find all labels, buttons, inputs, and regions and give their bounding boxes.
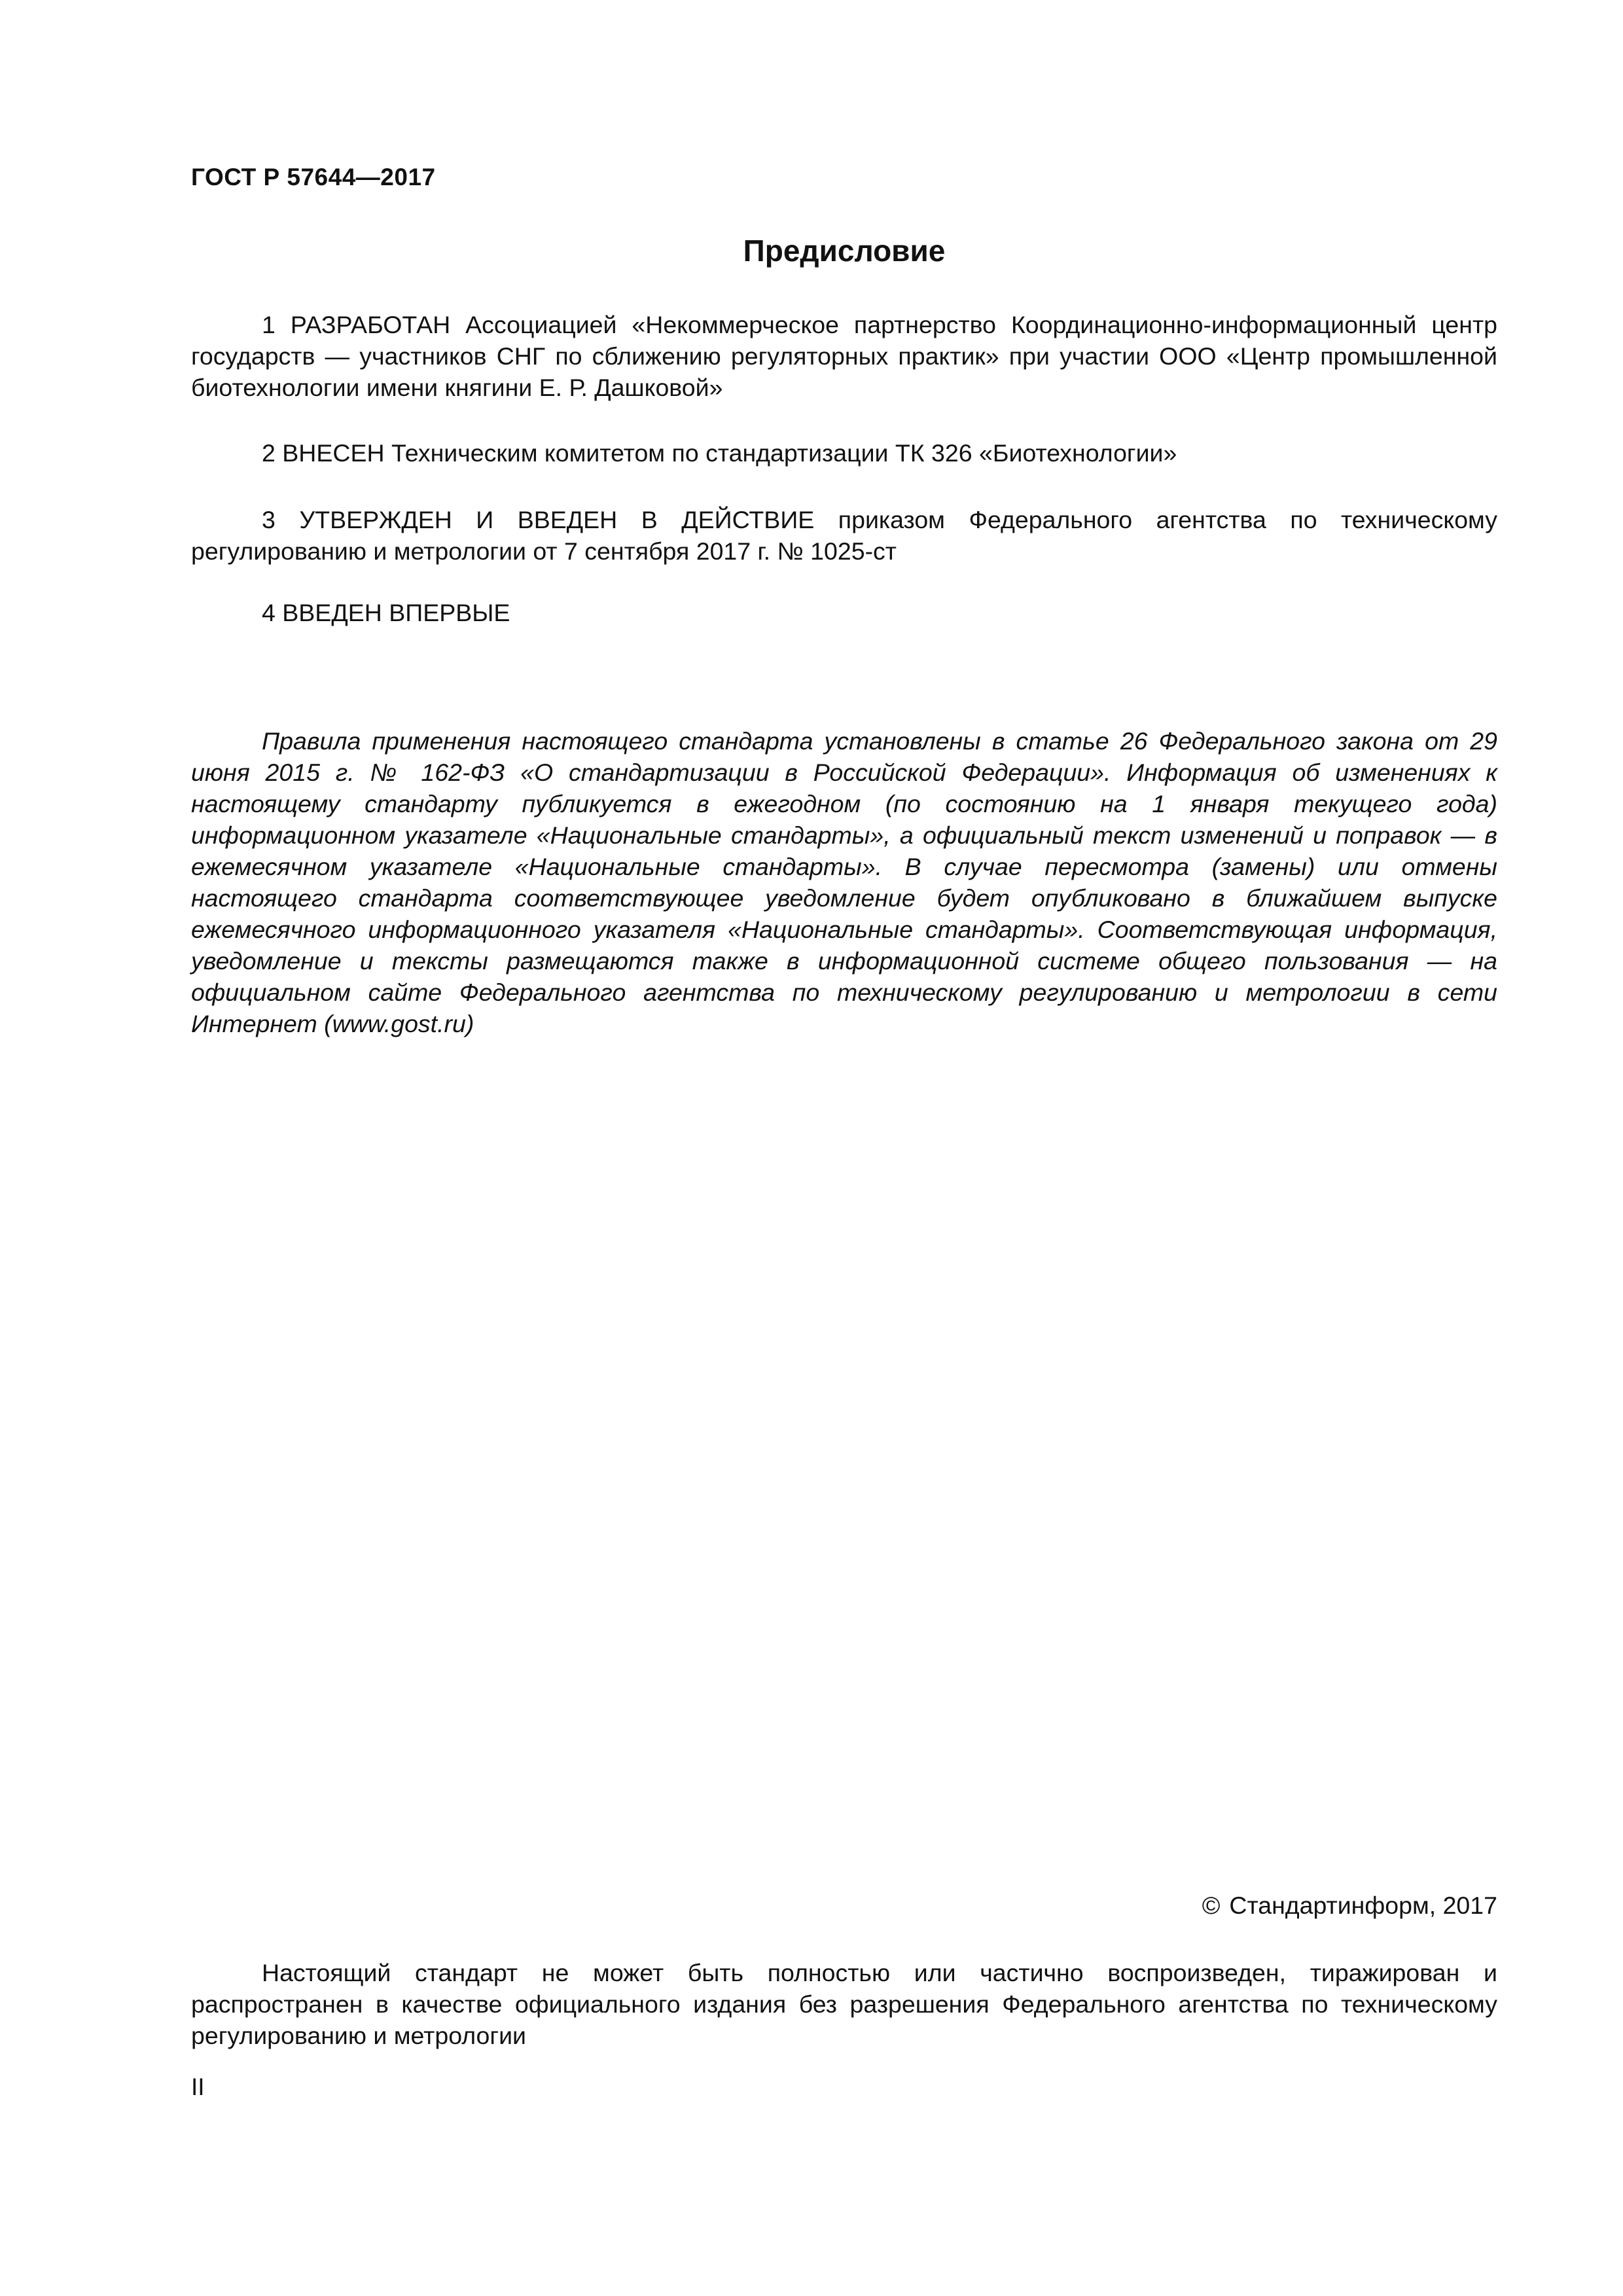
item-number: 1	[262, 311, 276, 338]
item-number: 4	[262, 599, 276, 626]
page-number: II	[191, 2073, 205, 2100]
item-text: приказом Федерального агентства по техническому регулированию и метрологии от 7 сентября 2017 г. № 1025-ст	[191, 506, 1497, 565]
foreword-item-2	[191, 437, 1497, 469]
item-keyword: ВВЕДЕН ВПЕРВЫЕ	[282, 599, 510, 626]
item-text: Техническим комитетом по стандартизации ТК 326 «Биотехнологии»	[391, 439, 1177, 467]
item-keyword: ВНЕСЕН	[282, 439, 385, 467]
copyright-line	[1202, 1892, 1497, 1920]
item-keyword: УТВЕРЖДЕН И ВВЕДЕН В ДЕЙСТВИЕ	[299, 506, 815, 533]
standard-code-header: ГОСТ Р 57644—2017	[191, 164, 436, 190]
foreword-item-4	[191, 597, 1497, 628]
application-rules-notice: Правила применения настоящего стандарта установлены в статье 26 Федерального закона от 29 июня 2015 г. № 162-ФЗ «О стандартизации в Российской Федерации». Информация об изменениях к настоящему стандарту публикуется в ежегодном (по состоянию на 1 января текущего года) информационном указателе «Национальные стандарты», а официальный текст изменений и поправок — в ежемесячном указателе «Национальные стандарты». В случае пересмотра (замены) или отмены настоящего стандарта соответствующее уведомление будет опубликовано в ближайшем выпуске ежемесячного информационного указателя «Национальные стандарты». Соответствующая информация, уведомление и тексты размещаются также в информационной системе общего пользования — на официальном сайте Федерального агентства по техническому регулированию и метрологии в сети Интернет (www.gost.ru)	[191, 727, 1497, 1037]
copyright-icon: ©	[1202, 1892, 1221, 1919]
item-text: Ассоциацией «Некоммерческое партнерство Координационно-информационный центр государств — участников СНГ по сближению регуляторных практик» при участии ООО «Центр промышленной биотехнологии имени княгини Е. Р. Дашковой»	[191, 311, 1497, 401]
item-number: 2	[262, 439, 276, 467]
item-keyword: РАЗРАБОТАН	[290, 311, 451, 338]
page-title: Предисловие	[743, 234, 946, 268]
foreword-item-1	[191, 309, 1497, 403]
item-number: 3	[262, 506, 276, 533]
reproduction-notice: Настоящий стандарт не может быть полностью или частично воспроизведен, тиражирован и распространен в качестве официального издания без разрешения Федерального агентства по техническому регулированию и метрологии	[191, 1959, 1497, 2049]
copyright-text: Стандартинформ, 2017	[1229, 1892, 1497, 1919]
foreword-item-3	[191, 504, 1497, 567]
